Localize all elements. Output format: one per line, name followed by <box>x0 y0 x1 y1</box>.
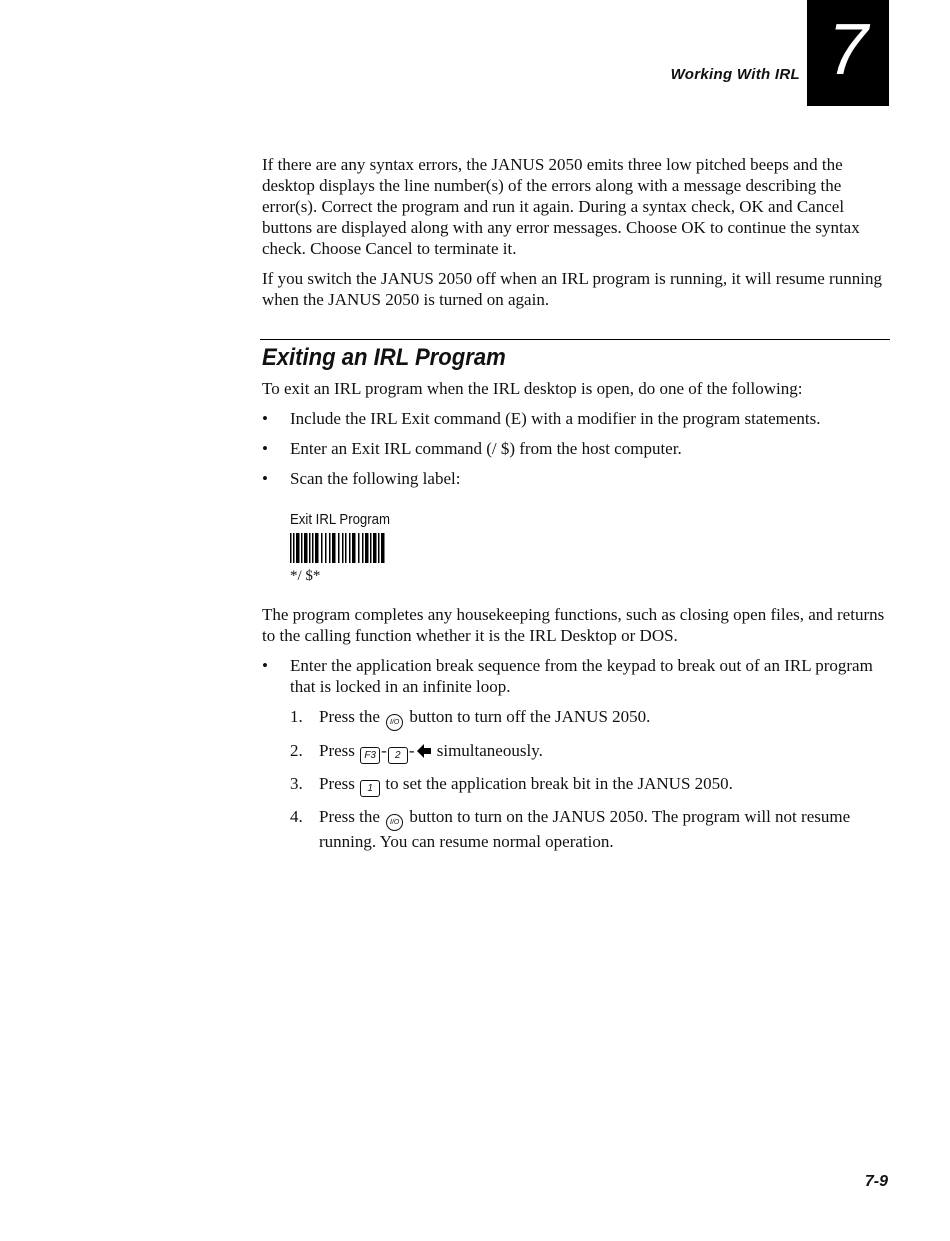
step-2 <box>290 740 890 764</box>
power-button-icon: I/O <box>386 814 403 831</box>
list-item <box>262 655 890 697</box>
step-number: 1. <box>290 707 303 726</box>
exit-options-list <box>262 408 890 489</box>
step-text-pre: Press the <box>319 707 380 726</box>
step-text-pre: Press the <box>319 807 380 826</box>
two-key-icon: 2 <box>388 747 408 764</box>
chapter-number: 7 <box>827 10 869 90</box>
power-off-paragraph: If you switch the JANUS 2050 off when an IRL program is running, it will resume running when the JANUS 2050 is turned on again. <box>262 269 882 309</box>
exit-barcode-label <box>290 511 890 586</box>
syntax-errors-paragraph: If there are any syntax errors, the JANUS 2050 emits three low pitched beeps and the desktop displays the line number(s) of the errors along with a message describing the error(s). Correct the program and run it again. During a syntax check, OK and Cancel buttons are displayed along with any error messages. Choose OK to continue the syntax check. Choose Cancel to terminate it. <box>262 155 860 258</box>
break-steps-list <box>290 706 890 852</box>
left-arrow-key-icon <box>417 744 431 758</box>
step-text-post: simultaneously. <box>436 741 543 760</box>
step-number: 4. <box>290 807 303 826</box>
page-content <box>262 154 890 861</box>
step-text-post: button to turn on the JANUS 2050. The program will not resume running. You can resume normal operation. <box>319 807 851 851</box>
one-key-icon: 1 <box>360 780 380 797</box>
key-separator: - <box>408 741 415 760</box>
break-sequence-text: Enter the application break sequence from the keypad to break out of an IRL program that is locked in an infinite loop. <box>290 656 873 696</box>
step-1 <box>290 706 890 731</box>
step-text-pre: Press <box>319 741 355 760</box>
list-item: • Scan the following label: <box>262 468 890 489</box>
list-item: • Include the IRL Exit command (E) with a modifier in the program statements. <box>262 408 890 429</box>
housekeeping-paragraph: The program completes any housekeeping functions, such as closing open files, and returns to the calling function whether it is the IRL Desktop or DOS. <box>262 605 885 645</box>
step-text-pre: Press <box>319 774 355 793</box>
step-number: 3. <box>290 774 303 793</box>
power-button-icon: I/O <box>386 714 403 731</box>
barcode-human-readable: */ $* <box>290 568 321 584</box>
barcode-caption: Exit IRL Program <box>290 511 391 528</box>
chapter-tab <box>807 0 889 106</box>
step-number: 2. <box>290 741 303 760</box>
f3-key-icon: F3 <box>360 747 380 764</box>
step-4 <box>290 806 890 852</box>
step-text-post: to set the application break bit in the JANUS 2050. <box>385 774 733 793</box>
step-3 <box>290 773 890 797</box>
section-intro: To exit an IRL program when the IRL desktop is open, do one of the following: <box>262 379 803 398</box>
barcode-icon <box>290 533 386 563</box>
key-separator: - <box>381 741 387 760</box>
section-heading: Exiting an IRL Program <box>262 344 506 371</box>
step-text-post: button to turn off the JANUS 2050. <box>409 707 651 726</box>
page-number: 7-9 <box>864 1173 888 1190</box>
section-divider <box>260 339 890 340</box>
break-sequence-list <box>262 655 890 697</box>
list-item: • Enter an Exit IRL command (/ $) from the host computer. <box>262 438 890 459</box>
running-header-title: Working With IRL <box>670 66 800 83</box>
